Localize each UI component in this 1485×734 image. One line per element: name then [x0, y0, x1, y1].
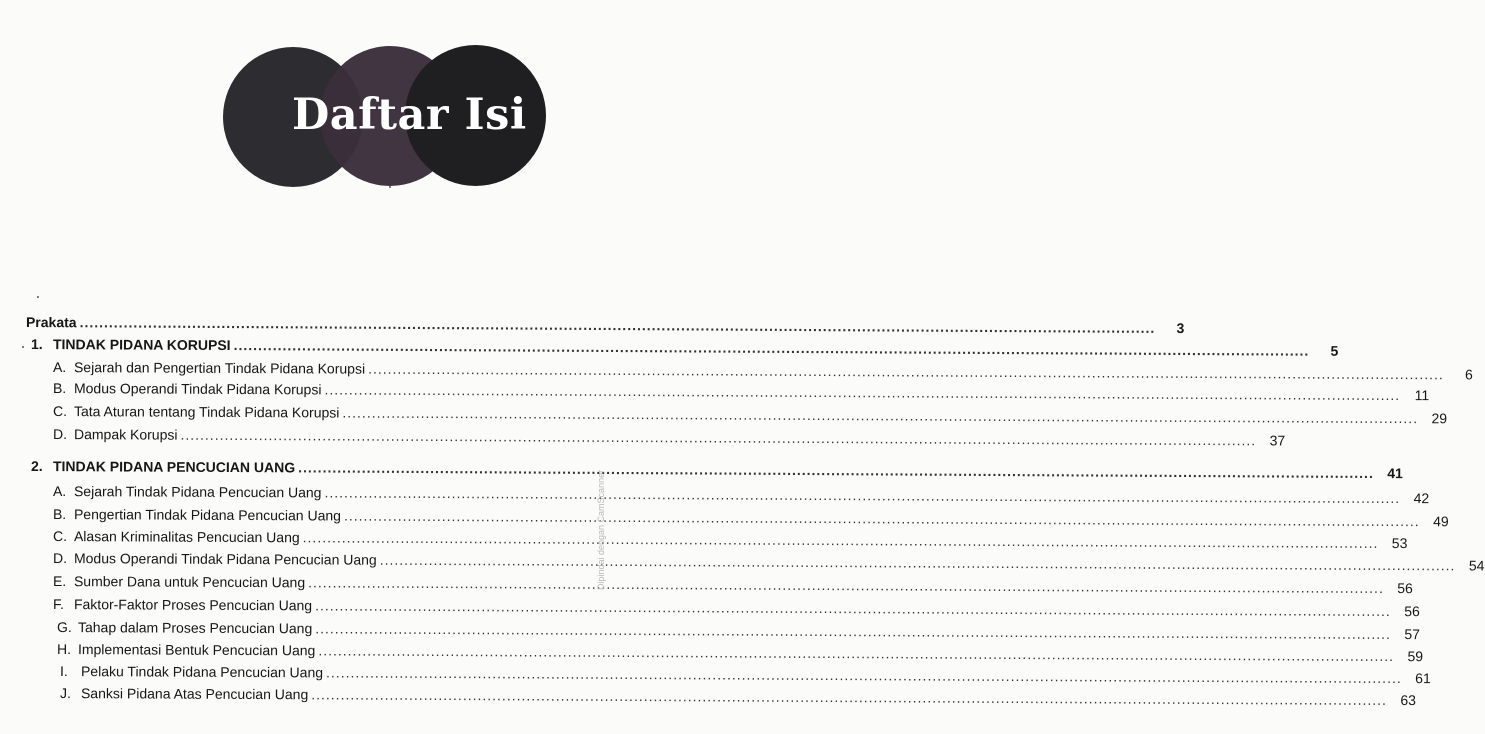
toc-leader-dots: ............................................................................................................................................................................................................................: [342, 404, 1419, 427]
toc-section-2a: [52, 480, 1430, 507]
toc-section-letter: C.: [52, 403, 68, 420]
toc-entry-page: 3: [1176, 320, 1185, 337]
toc-section-letter: A.: [52, 359, 67, 376]
toc-section-letter: D.: [52, 426, 68, 443]
toc-section-letter: H.: [56, 641, 72, 658]
toc-entry-page: 53: [1391, 535, 1408, 552]
toc-section-letter: I.: [59, 663, 68, 680]
toc-leader-dots: ............................................................................................................................................................................................................................: [315, 620, 1392, 642]
toc-leader-dots: ............................................................................................................................................................................................................................: [233, 337, 1310, 359]
toc-leader-dots: ............................................................................................................................................................................................................................: [343, 507, 1420, 530]
toc-entry-label: Alasan Kriminalitas Pencucian Uang: [73, 528, 300, 546]
toc-entry-page: 49: [1433, 513, 1449, 530]
toc-entry-label: Faktor-Faktor Proses Pencucian Uang: [73, 596, 313, 614]
toc-entry-label: Modus Operandi Tindak Pidana Korupsi: [73, 380, 322, 398]
toc-entry-page: 56: [1397, 580, 1413, 597]
toc-section-2i: [59, 660, 1431, 687]
toc-leader-dots: ............................................................................................................................................................................................................................: [315, 597, 1391, 620]
toc-leader-dots: ............................................................................................................................................................................................................................: [79, 314, 1156, 336]
toc-section-2g: [56, 616, 1421, 643]
toc-section-letter: E.: [52, 573, 67, 590]
page-speck: [389, 186, 391, 188]
page-speck: [22, 346, 24, 348]
toc-entry-prakata: [25, 311, 1185, 337]
toc-entry-page: 63: [1400, 692, 1417, 709]
toc-entry-page: 61: [1415, 670, 1431, 687]
toc-entry-page: 57: [1404, 626, 1421, 643]
toc-entry-page: 37: [1269, 432, 1286, 449]
toc-entry-label: Sejarah Tindak Pidana Pencucian Uang: [73, 483, 322, 501]
toc-section-letter: G.: [56, 619, 72, 636]
toc-chapter-1: [30, 333, 1339, 359]
toc-entry-page: 56: [1404, 603, 1420, 620]
toc-entry-label: Pelaku Tindak Pidana Pencucian Uang: [80, 663, 324, 681]
toc-entry-label: Pengertian Tindak Pidana Pencucian Uang: [73, 506, 342, 524]
toc-leader-dots: ............................................................................................................................................................................................................................: [379, 551, 1456, 574]
toc-section-letter: B.: [52, 506, 67, 523]
toc-entry-label: Modus Operandi Tindak Pidana Pencucian Uang: [73, 550, 377, 568]
toc-entry-page: 59: [1407, 648, 1424, 665]
toc-entry-label: Sanksi Pidana Atas Pencucian Uang: [80, 685, 309, 703]
toc-entry-label: Tata Aturan tentang Tindak Pidana Korupsi: [73, 403, 340, 421]
toc-section-2d: [52, 547, 1485, 574]
toc-section-2c: [52, 525, 1408, 552]
toc-chapter-number: 1.: [30, 336, 43, 353]
toc-leader-dots: ............................................................................................................................................................................................................................: [180, 426, 1257, 449]
toc-section-2h: [56, 638, 1424, 665]
toc-entry-label: Sejarah dan Pengertian Tindak Pidana Korupsi: [73, 359, 366, 377]
toc-leader-dots: ............................................................................................................................................................................................................................: [318, 642, 1395, 665]
toc-leader-dots: ............................................................................................................................................................................................................................: [324, 484, 1401, 507]
toc-entry-label: Prakata: [25, 314, 77, 331]
toc-section-letter: D.: [52, 550, 68, 567]
toc-section-2e: [52, 570, 1413, 597]
toc-chapter-2: [30, 455, 1403, 482]
toc-entry-page: 6: [1464, 366, 1473, 383]
toc-entry-label: TINDAK PIDANA KORUPSI: [52, 336, 231, 354]
toc-entry-label: Dampak Korupsi: [73, 426, 178, 443]
toc-section-letter: J.: [59, 685, 71, 702]
toc-section-2b: [52, 503, 1449, 530]
toc-entry-page: 41: [1387, 465, 1403, 482]
toc-entry-page: 11: [1414, 387, 1430, 404]
toc-section-letter: A.: [52, 483, 67, 500]
page-title: Daftar Isi: [292, 90, 527, 140]
toc-leader-dots: ............................................................................................................................................................................................................................: [298, 459, 1374, 482]
toc-leader-dots: ............................................................................................................................................................................................................................: [302, 529, 1379, 551]
toc-entry-label: Implementasi Bentuk Pencucian Uang: [77, 641, 316, 659]
title-banner: [0, 0, 600, 200]
toc-section-letter: B.: [52, 380, 67, 397]
toc-entry-page: 42: [1413, 490, 1430, 507]
toc-leader-dots: ............................................................................................................................................................................................................................: [311, 686, 1388, 708]
toc-entry-label: TINDAK PIDANA PENCUCIAN UANG: [52, 458, 296, 476]
toc-section-1d: [52, 423, 1286, 449]
toc-leader-dots: ............................................................................................................................................................................................................................: [324, 381, 1401, 404]
toc-section-letter: F.: [52, 596, 64, 613]
toc-entry-label: Tahap dalam Proses Pencucian Uang: [77, 619, 313, 637]
page-speck: [37, 296, 39, 298]
toc-leader-dots: ............................................................................................................................................................................................................................: [326, 664, 1402, 687]
toc-leader-dots: ............................................................................................................................................................................................................................: [368, 360, 1444, 383]
toc-chapter-number: 2.: [30, 458, 43, 475]
toc-leader-dots: ............................................................................................................................................................................................................................: [308, 574, 1384, 596]
toc-entry-page: 5: [1330, 342, 1339, 359]
toc-section-2j: [59, 682, 1417, 709]
toc-entry-label: Sumber Dana untuk Pencucian Uang: [73, 573, 306, 591]
toc-section-1b: [52, 377, 1430, 404]
toc-section-letter: C.: [52, 528, 68, 545]
toc-entry-page: 29: [1431, 410, 1448, 427]
toc-section-2f: [52, 593, 1420, 620]
toc-section-1c: [52, 400, 1448, 427]
scanner-watermark: Dipindai dengan CamScanner: [596, 469, 606, 590]
toc-entry-page: 54: [1468, 557, 1485, 574]
